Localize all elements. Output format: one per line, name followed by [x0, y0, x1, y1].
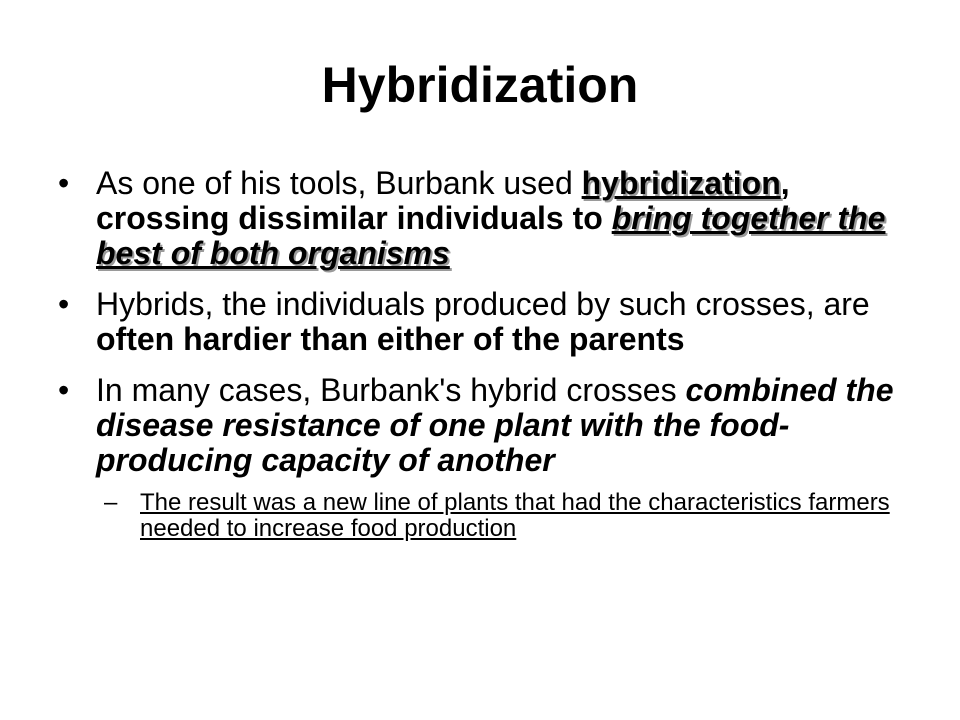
bullet-list	[58, 166, 918, 542]
term-hybridization: hybridization	[581, 165, 781, 201]
sub-bullet-item	[104, 490, 918, 542]
bullet-bold-text: , crossing dissimilar individuals	[96, 165, 790, 236]
bullet-item	[58, 373, 918, 478]
bullet-bold-text: often hardier than either of the parents	[96, 321, 685, 357]
bullet-text: Hybrids, the individuals produced by such crosses, are	[96, 286, 870, 322]
emphasis-phrase: combined the disease resistance of one plant with the food-producing capacity of another	[96, 372, 894, 478]
bullet-item	[58, 287, 918, 357]
slide-title: Hybridization	[321, 57, 639, 113]
bullet-marker: •	[58, 165, 70, 201]
dash-marker: –	[104, 489, 118, 516]
bullet-marker: •	[58, 372, 70, 408]
bullet-bold-text: to	[563, 200, 612, 236]
bullet-marker: •	[58, 286, 70, 322]
sub-bullet-text: The result was a new line of plants that had the characteristics farmers needed to increase food production	[140, 489, 890, 542]
bullet-text: In many cases, Burbank's hybrid crosses	[96, 372, 686, 408]
bullet-item	[58, 166, 918, 271]
emphasis-phrase: bring together the best of both organisms	[96, 200, 886, 271]
bullet-text: As one of his tools, Burbank used	[96, 165, 582, 201]
